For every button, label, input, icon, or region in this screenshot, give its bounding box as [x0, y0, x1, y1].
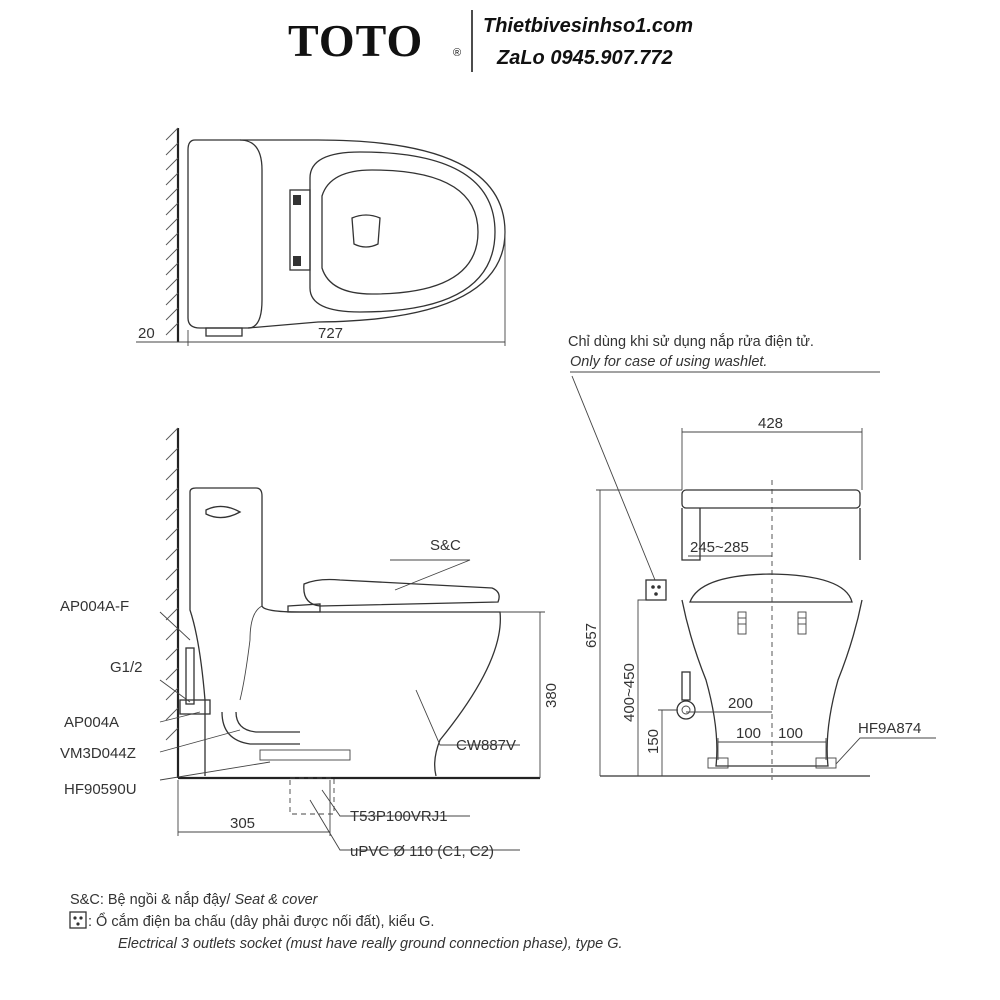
note-washlet-vi: Chỉ dùng khi sử dụng nắp rửa điện tử. [568, 334, 814, 350]
front-view [568, 333, 936, 780]
dim-valve-height: 150 [645, 728, 662, 754]
side-back-outline [190, 492, 205, 776]
brand-logo: TOTO [288, 15, 424, 66]
front-bolt-right [798, 612, 806, 634]
top-view [136, 128, 505, 346]
front-supply-hose [682, 672, 690, 700]
top-seat-opening [322, 170, 478, 294]
hinge-bolt-bottom [293, 256, 301, 266]
supply-hose [186, 648, 194, 704]
leader-washlet-note [572, 376, 655, 580]
front-bolt-left [738, 612, 746, 634]
wall-hatch-icon [166, 128, 178, 335]
legend-socket-en: Electrical 3 outlets socket (must have really ground connection phase), type G. [118, 936, 623, 952]
legend-sc-vi: Bệ ngồi & nắp đậy/ [103, 892, 231, 908]
socket-icon [646, 580, 666, 600]
dim-wall-gap: 20 [138, 325, 155, 342]
registered-mark: ® [453, 47, 462, 59]
leader-ap004a-f [160, 612, 190, 640]
floor-pipe [290, 778, 334, 814]
website-text: Thietbivesinhso1.com [483, 15, 694, 37]
label-g12: G1/2 [110, 659, 143, 676]
top-bowl-outline [240, 140, 505, 328]
front-seat [690, 574, 852, 602]
leader-hf9a874 [836, 738, 936, 764]
label-ap004a: AP004A [64, 714, 120, 731]
leader-sc [390, 560, 470, 590]
side-body-outline [190, 488, 500, 776]
top-drain-hole [352, 215, 380, 247]
dim-bolt-spacing: 245~285 [690, 539, 749, 556]
legend-sc-key: S&C: [70, 892, 104, 908]
legend-socket-icon [70, 912, 86, 928]
label-seat-cover: S&C [430, 537, 461, 554]
side-seat-cover [304, 580, 499, 607]
front-angle-valve [677, 701, 695, 719]
contact-text: ZaLo 0945.907.772 [497, 47, 673, 69]
label-hf9a874: HF9A874 [858, 720, 922, 737]
floor-flange [260, 750, 350, 760]
dim-height-seat: 380 [543, 682, 560, 708]
header [288, 10, 693, 72]
dim-length: 727 [318, 325, 344, 342]
top-tank-outline [188, 140, 262, 328]
drain-elbow [222, 712, 300, 744]
label-upvc: uPVC Ø 110 (C1, C2) [350, 843, 494, 860]
label-cw887v: CW887V [456, 737, 517, 754]
note-washlet-en: Only for case of using washlet. [570, 354, 768, 370]
dim-100-right: 100 [778, 725, 804, 742]
legend-socket-vi: : Ổ cắm điện ba chấu (dây phải được nối đất), kiểu G. [88, 914, 435, 930]
side-trap-line [240, 606, 262, 700]
flush-button-icon [206, 506, 240, 517]
dim-socket-height: 400~450 [621, 663, 638, 722]
front-tank [682, 490, 860, 508]
top-tank-foot [206, 328, 242, 336]
label-t53p100vrj1: T53P100VRJ1 [350, 808, 448, 825]
side-wall-hatch-icon [166, 428, 178, 740]
dim-width: 428 [758, 415, 784, 432]
side-view [60, 428, 560, 860]
leader-vm3d044z [160, 730, 240, 752]
dim-200: 200 [728, 695, 754, 712]
legend-sc-en: Seat & cover [230, 892, 318, 908]
top-seat-outer [310, 152, 495, 312]
legend [70, 891, 623, 952]
label-ap004a-f: AP004A-F [60, 598, 130, 615]
label-vm3d044z: VM3D044Z [60, 745, 136, 762]
label-hf90590u: HF90590U [64, 781, 137, 798]
dim-height-total: 657 [583, 622, 600, 648]
dim-rough-in: 305 [230, 815, 256, 832]
hinge-bolt-top [293, 195, 301, 205]
legend-seat-cover [70, 891, 319, 908]
dim-100-left: 100 [736, 725, 762, 742]
